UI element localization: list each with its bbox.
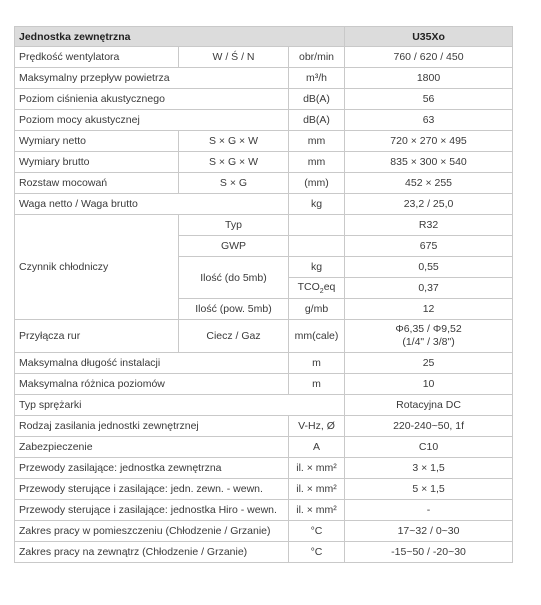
row-unit: dB(A) <box>289 110 345 131</box>
refrigerant-qty5-kg-value: 0,55 <box>345 257 513 278</box>
row-label: Maksymalna długość instalacji <box>15 353 289 374</box>
table-row <box>15 320 513 353</box>
table-row <box>15 194 513 215</box>
table-row <box>15 110 513 131</box>
table-row <box>15 173 513 194</box>
refrigerant-label: Czynnik chłodniczy <box>15 215 179 320</box>
row-unit: il. × mm² <box>289 479 345 500</box>
row-label: Zakres pracy w pomieszczeniu (Chłodzenie / Grzanie) <box>15 521 289 542</box>
pipes-value-line2: (1/4" / 3/8") <box>402 336 455 348</box>
row-value: 5 × 1,5 <box>345 479 513 500</box>
row-unit: °C <box>289 521 345 542</box>
row-value: -15~50 / -20~30 <box>345 542 513 563</box>
row-label: Wymiary netto <box>15 131 179 152</box>
row-unit: m <box>289 353 345 374</box>
table-row <box>15 395 513 416</box>
table-row <box>15 353 513 374</box>
table-row <box>15 215 513 236</box>
row-label: Waga netto / Waga brutto <box>15 194 289 215</box>
row-unit <box>289 215 345 236</box>
refrigerant-type-label: Typ <box>179 215 289 236</box>
table-row <box>15 131 513 152</box>
row-label: Przewody zasilające: jednostka zewnętrzna <box>15 458 289 479</box>
row-unit: obr/min <box>289 47 345 68</box>
row-value: 17~32 / 0~30 <box>345 521 513 542</box>
row-value: 10 <box>345 374 513 395</box>
header-model: U35Xo <box>345 27 513 47</box>
row-unit: V-Hz, Ø <box>289 416 345 437</box>
refrigerant-qty5-kg-unit: kg <box>289 257 345 278</box>
table-row <box>15 458 513 479</box>
row-label: Poziom mocy akustycznej <box>15 110 289 131</box>
header-title: Jednostka zewnętrzna <box>15 27 345 47</box>
row-value: 56 <box>345 89 513 110</box>
table-row <box>15 437 513 458</box>
row-unit: m³/h <box>289 68 345 89</box>
row-label: Rozstaw mocowań <box>15 173 179 194</box>
row-value: 1800 <box>345 68 513 89</box>
row-label: Wymiary brutto <box>15 152 179 173</box>
refrigerant-qty-over-unit: g/mb <box>289 299 345 320</box>
table-row <box>15 542 513 563</box>
row-label: Maksymalna różnica poziomów <box>15 374 289 395</box>
row-unit: °C <box>289 542 345 563</box>
row-label: Prędkość wentylatora <box>15 47 179 68</box>
row-label: Przyłącza rur <box>15 320 179 353</box>
refrigerant-qty5-co2-unit: $TCO_2eq$ <box>289 278 345 299</box>
row-unit: mm <box>289 131 345 152</box>
row-value <box>345 320 513 353</box>
row-value: 3 × 1,5 <box>345 458 513 479</box>
refrigerant-gwp-label: GWP <box>179 236 289 257</box>
table-row <box>15 521 513 542</box>
row-unit: (mm) <box>289 173 345 194</box>
table-row <box>15 47 513 68</box>
row-unit: dB(A) <box>289 89 345 110</box>
row-value: 452 × 255 <box>345 173 513 194</box>
row-unit <box>289 236 345 257</box>
refrigerant-qty5-co2-value: 0,37 <box>345 278 513 299</box>
spec-table <box>14 26 513 563</box>
pipes-value-line1: Φ6,35 / Φ9,52 <box>395 323 462 335</box>
row-unit: il. × mm² <box>289 500 345 521</box>
table-row <box>15 416 513 437</box>
row-value: Rotacyjna DC <box>345 395 513 416</box>
row-value: 220-240~50, 1f <box>345 416 513 437</box>
row-value: 25 <box>345 353 513 374</box>
row-unit: A <box>289 437 345 458</box>
row-value: C10 <box>345 437 513 458</box>
row-label: Przewody sterujące i zasilające: jednostka Hiro - wewn. <box>15 500 289 521</box>
row-param: S × G × W <box>179 152 289 173</box>
row-unit: mm <box>289 152 345 173</box>
row-label: Przewody sterujące i zasilające: jedn. zewn. - wewn. <box>15 479 289 500</box>
table-header <box>15 27 513 47</box>
table-row <box>15 89 513 110</box>
row-label: Zabezpieczenie <box>15 437 289 458</box>
row-label: Zakres pracy na zewnątrz (Chłodzenie / Grzanie) <box>15 542 289 563</box>
row-unit: il. × mm² <box>289 458 345 479</box>
table-row <box>15 374 513 395</box>
table-row <box>15 68 513 89</box>
row-label: Typ sprężarki <box>15 395 345 416</box>
row-label: Maksymalny przepływ powietrza <box>15 68 289 89</box>
row-value: 760 / 620 / 450 <box>345 47 513 68</box>
row-value: - <box>345 500 513 521</box>
row-label: Poziom ciśnienia akustycznego <box>15 89 289 110</box>
row-label: Rodzaj zasilania jednostki zewnętrznej <box>15 416 289 437</box>
row-param: S × G × W <box>179 131 289 152</box>
table-row <box>15 152 513 173</box>
table-row <box>15 500 513 521</box>
refrigerant-type-value: R32 <box>345 215 513 236</box>
refrigerant-qty-over-label: Ilość (pow. 5mb) <box>179 299 289 320</box>
row-value: 23,2 / 25,0 <box>345 194 513 215</box>
refrigerant-gwp-value: 675 <box>345 236 513 257</box>
row-value: 63 <box>345 110 513 131</box>
row-unit: m <box>289 374 345 395</box>
row-value: 835 × 300 × 540 <box>345 152 513 173</box>
row-unit: mm(cale) <box>289 320 345 353</box>
table-row <box>15 479 513 500</box>
refrigerant-qty-over-value: 12 <box>345 299 513 320</box>
row-value: 720 × 270 × 495 <box>345 131 513 152</box>
refrigerant-qty5-label: Ilość (do 5mb) <box>179 257 289 299</box>
row-unit: kg <box>289 194 345 215</box>
row-param: W / Ś / N <box>179 47 289 68</box>
row-param: S × G <box>179 173 289 194</box>
row-param: Ciecz / Gaz <box>179 320 289 353</box>
